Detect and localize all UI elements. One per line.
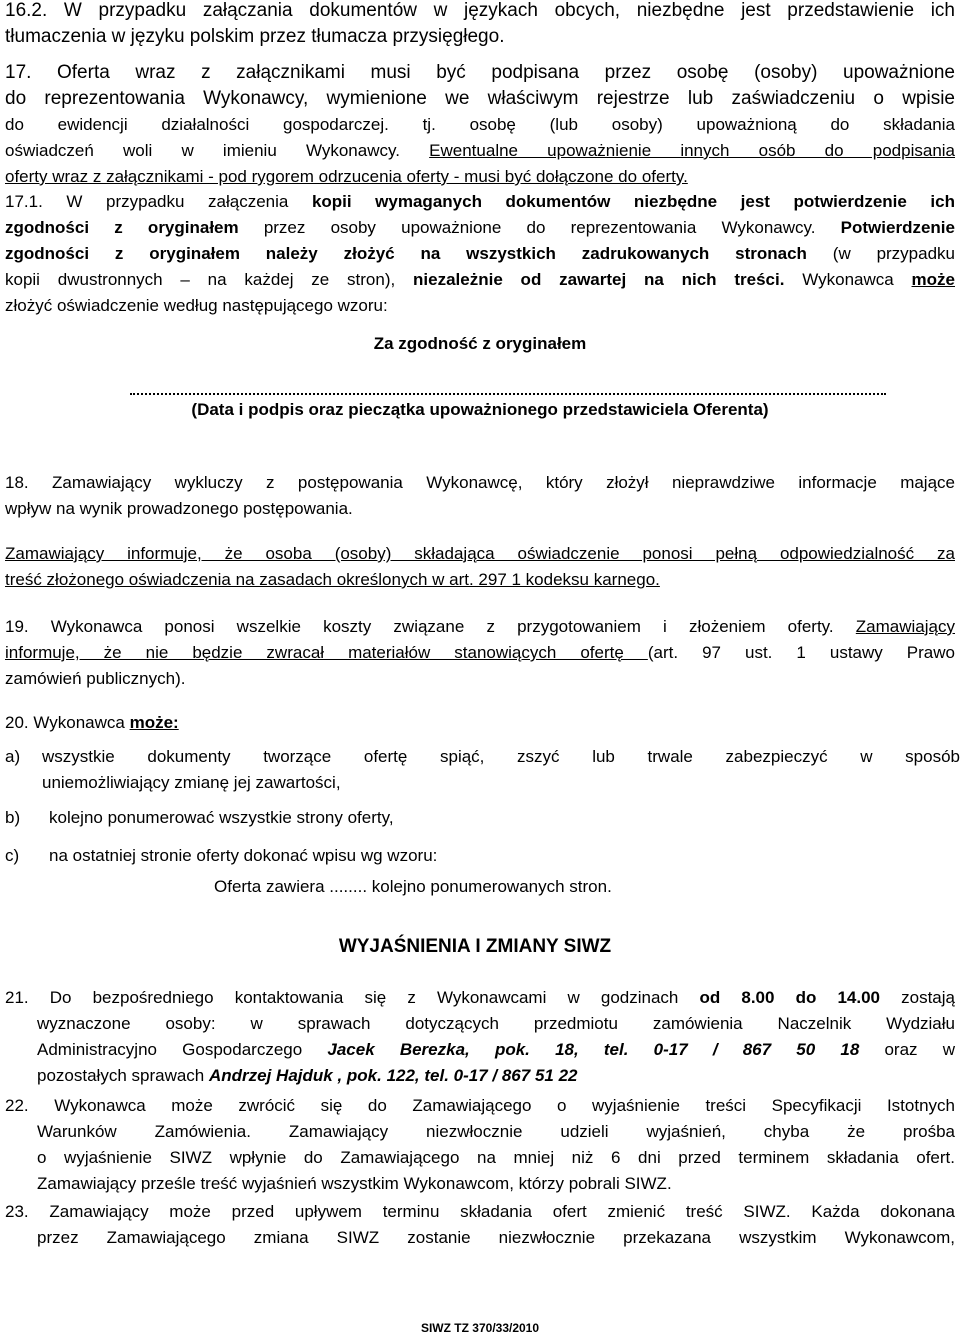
list-item-text: na ostatniej stronie oferty dokonać wpisu wg wzoru:	[49, 846, 438, 865]
paragraph-19	[5, 614, 955, 692]
list-marker: a)	[5, 747, 21, 766]
text-line: Zamawiający informuje, że osoba (osoby) składająca oświadczenie ponosi pełną odpowiedzialność za	[5, 544, 955, 563]
section-title: WYJAŚNIENIA I ZMIANY SIWZ	[338, 936, 612, 957]
text-line: kopii dwustronnych – na każdej ze stron), niezależnie od zawartej na nich treści. Wykonawca może	[5, 270, 955, 289]
text-line: Warunków Zamówienia. Zamawiający niezwłocznie udzieli wyjaśnień, chyba że prośba	[37, 1122, 955, 1141]
example-line: Oferta zawiera ........ kolejno ponumerowanych stron.	[214, 877, 612, 896]
text-line: pozostałych sprawach Andrzej Hajduk , pok. 122, tel. 0-17 / 867 51 22	[37, 1066, 578, 1085]
paragraph-16-2	[5, 0, 955, 50]
pattern-title: Za zgodność z oryginałem	[373, 334, 587, 353]
text-line: 23. Zamawiający może przed upływem terminu składania ofert zmienić treść SIWZ. Każda dokonana	[5, 1202, 955, 1221]
text-line: o wyjaśnienie SIWZ wpłynie do Zamawiającego na mniej niż 6 dni przed terminem składania ofert.	[37, 1148, 955, 1167]
paragraph-18	[5, 470, 955, 522]
text-line: przez Zamawiającego zmiana SIWZ zostanie niezwłocznie przekazana wszystkim Wykonawcom,	[37, 1228, 955, 1247]
text-line: treść złożonego oświadczenia na zasadach określonych w art. 297 1 kodeksu karnego.	[5, 570, 660, 589]
text-line: tłumaczenia w języku polskim przez tłumacza przysięgłego.	[5, 26, 505, 47]
text-line: informuje, że nie będzie zwracał materiałów stanowiących ofertę (art. 97 ust. 1 ustawy Prawo	[5, 643, 955, 662]
text-line: 16.2. W przypadku załączania dokumentów w językach obcych, niezbędne jest przedstawienie ich	[5, 0, 955, 21]
signature-dotted-line	[130, 393, 886, 395]
list-item-text: wszystkie dokumenty tworzące ofertę spiąć, zszyć lub trwale zabezpieczyć w sposób uniemożliwiający zmianę jej zawartości,	[42, 747, 960, 792]
list-marker: b)	[5, 808, 21, 827]
paragraph-17-cont	[5, 112, 955, 190]
text-line: zamówień publicznych).	[5, 669, 186, 688]
paragraph-17	[5, 60, 955, 112]
text-line: wpływ na wynik prowadzonego postępowania.	[5, 499, 353, 518]
text-line: do ewidencji działalności gospodarczej. tj. osobę (lub osoby) upoważnioną do składania	[5, 115, 955, 134]
paragraph-21	[5, 985, 955, 1089]
text-line: 21. Do bezpośredniego kontaktowania się z Wykonawcami w godzinach od 8.00 do 14.00 zostają	[5, 988, 955, 1007]
text-line: oferty wraz z załącznikami - pod rygorem odrzucenia oferty - musi być dołączone do oferty.	[5, 167, 688, 186]
paragraph-info	[5, 541, 955, 593]
list-marker: c)	[5, 846, 20, 865]
text-line: do reprezentowania Wykonawcy, wymienione we właściwym rejestrze lub zaświadczeniu o wpisie	[5, 88, 955, 109]
paragraph-23	[5, 1199, 955, 1251]
paragraph-22	[5, 1093, 955, 1197]
text-line: Administracyjno Gospodarczego Jacek Berezka, pok. 18, tel. 0-17 / 867 50 18 oraz w	[37, 1040, 955, 1059]
text-line: 17. Oferta wraz z załącznikami musi być podpisana przez osobę (osoby) upoważnione	[5, 62, 955, 83]
paragraph-20	[5, 710, 955, 736]
page-footer: SIWZ TZ 370/33/2010	[420, 1321, 540, 1335]
text-line: 20. Wykonawca może:	[5, 713, 179, 732]
text-line: Zamawiający prześle treść wyjaśnień wszystkim Wykonawcom, którzy pobrali SIWZ.	[37, 1174, 672, 1193]
text-line: złożyć oświadczenie według następującego wzoru:	[5, 296, 388, 315]
text-line: zgodności z oryginałem należy złożyć na wszystkich zadrukowanych stronach (w przypadku	[5, 244, 955, 263]
list-item-text: kolejno ponumerować wszystkie strony oferty,	[49, 808, 394, 827]
text-line: wyznaczone osoby: w sprawach dotyczących przedmiotu zamówienia Naczelnik Wydziału	[37, 1014, 955, 1033]
text-line: 17.1. W przypadku załączenia kopii wymaganych dokumentów niezbędne jest potwierdzenie ich	[5, 192, 955, 211]
text-line: 18. Zamawiający wykluczy z postępowania Wykonawcę, który złożył nieprawdziwe informacje mające	[5, 473, 955, 492]
paragraph-17-1	[5, 189, 955, 319]
text-line: zgodności z oryginałem przez osoby upoważnione do reprezentowania Wykonawcy. Potwierdzenie	[5, 218, 955, 237]
text-line: oświadczeń woli w imieniu Wykonawcy. Ewentualne upoważnienie innych osób do podpisania	[5, 141, 956, 160]
pattern-caption: (Data i podpis oraz pieczątka upoważnionego przedstawiciela Oferenta)	[191, 400, 769, 419]
text-line: 22. Wykonawca może zwrócić się do Zamawiającego o wyjaśnienie treści Specyfikacji Istotnych	[5, 1096, 955, 1115]
text-line: 19. Wykonawca ponosi wszelkie koszty związane z przygotowaniem i złożeniem oferty. Zamawiający	[5, 617, 955, 636]
